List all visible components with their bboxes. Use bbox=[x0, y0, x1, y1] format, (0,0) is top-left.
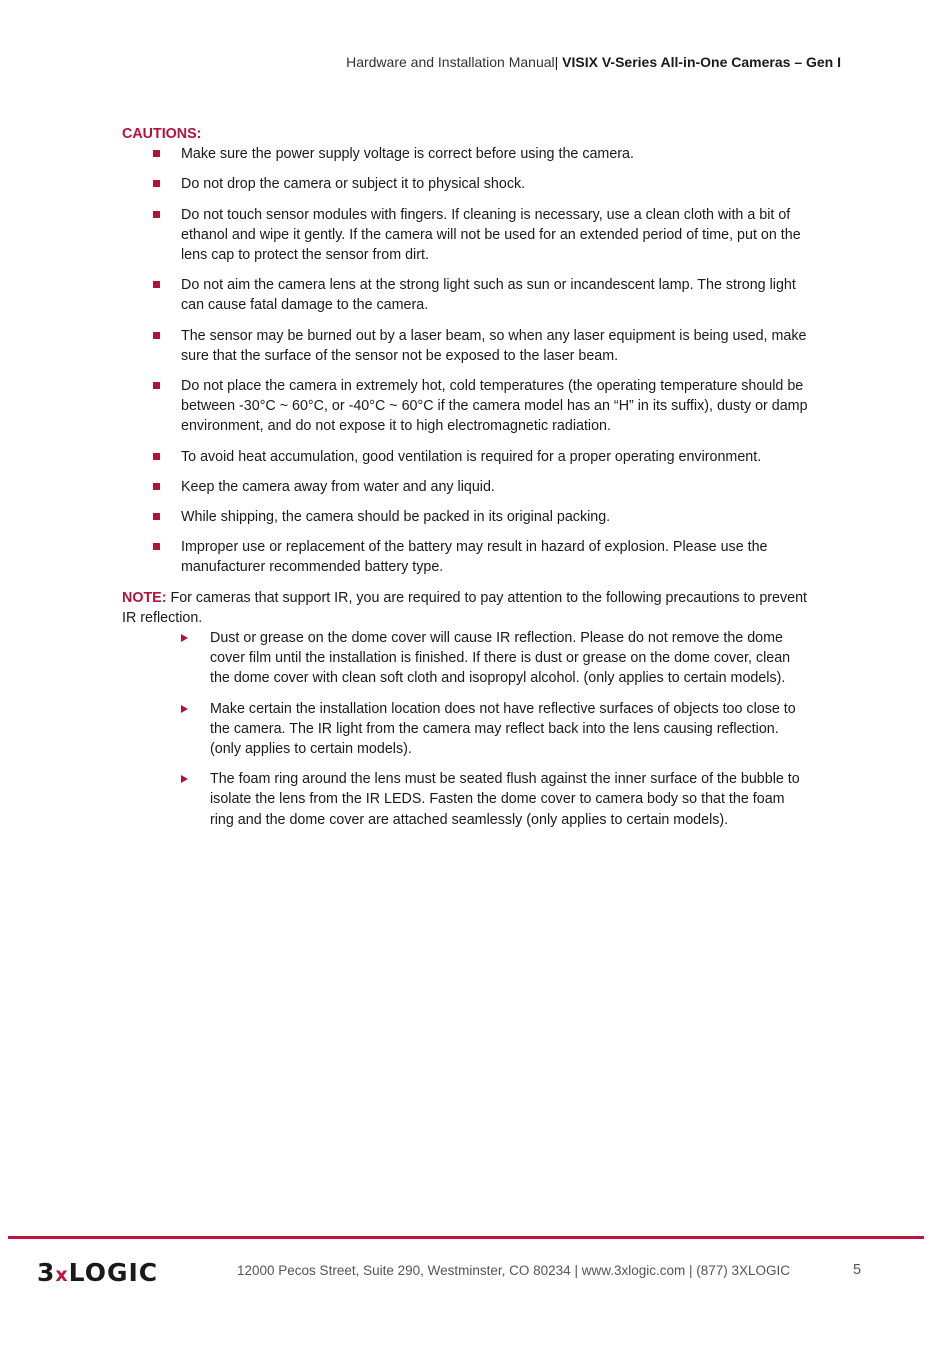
caution-text: Do not place the camera in extremely hot, cold temperatures (the operating temperature should be between -30°C ~ 60°C, or -40°C ~ 60°C if the camera model has an “H” in its suffix), dusty or damp environment, and do not expose it to high electromagnetic radiation. bbox=[181, 378, 808, 435]
product-title: VISIX V-Series All-in-One Cameras – Gen I bbox=[558, 54, 841, 70]
caution-item bbox=[122, 477, 812, 497]
header-separator: | bbox=[554, 54, 559, 70]
note-item bbox=[122, 699, 812, 760]
square-bullet-icon bbox=[153, 543, 160, 550]
triangle-bullet-icon bbox=[181, 634, 188, 642]
square-bullet-icon bbox=[153, 483, 160, 490]
page-number: 5 bbox=[853, 1262, 862, 1278]
caution-item bbox=[122, 144, 812, 164]
footer-address: 12000 Pecos Street, Suite 290, Westminster, CO 80234 | www.3xlogic.com | (877) 3XLOGIC bbox=[237, 1263, 791, 1278]
caution-item bbox=[122, 447, 812, 467]
logo-part-3: 3 bbox=[37, 1258, 56, 1287]
caution-text: The sensor may be burned out by a laser beam, so when any laser equipment is being used, make sure that the surface of the sensor not be exposed to the laser beam. bbox=[181, 327, 807, 364]
caution-item bbox=[122, 326, 812, 366]
note-item bbox=[122, 769, 812, 830]
square-bullet-icon bbox=[153, 150, 160, 157]
caution-item bbox=[122, 537, 812, 577]
footer-divider bbox=[8, 1236, 924, 1239]
company-logo bbox=[37, 1258, 158, 1287]
caution-item bbox=[122, 507, 812, 527]
triangle-bullet-icon bbox=[181, 705, 188, 713]
caution-text: Improper use or replacement of the battery may result in hazard of explosion. Please use the manufacturer recommended battery type. bbox=[181, 539, 768, 576]
manual-title: Hardware and Installation Manual bbox=[346, 54, 555, 70]
note-text: For cameras that support IR, you are required to pay attention to the following precautions to prevent IR reflection. bbox=[122, 589, 808, 626]
caution-text: While shipping, the camera should be packed in its original packing. bbox=[181, 509, 611, 526]
note-paragraph bbox=[122, 588, 812, 628]
cautions-list bbox=[122, 144, 812, 577]
caution-item bbox=[122, 174, 812, 194]
page-header bbox=[346, 54, 841, 70]
note-item bbox=[122, 628, 812, 689]
square-bullet-icon bbox=[153, 513, 160, 520]
square-bullet-icon bbox=[153, 332, 160, 339]
caution-text: Do not touch sensor modules with fingers. If cleaning is necessary, use a clean cloth with a bit of ethanol and wipe it gently. If the camera will not be used for an extended period of time, put on the lens cap to protect the sensor from dirt. bbox=[181, 206, 801, 264]
caution-item bbox=[122, 275, 812, 315]
note-item-text: Dust or grease on the dome cover will cause IR reflection. Please do not remove the dome cover film until the installation is finished. If there is dust or grease on the dome cover, clean the dome cover with clean soft cloth and isopropyl alcohol. (only applies to certain models). bbox=[210, 630, 791, 687]
caution-text: Make sure the power supply voltage is correct before using the camera. bbox=[181, 146, 634, 163]
caution-text: To avoid heat accumulation, good ventilation is required for a proper operating environment. bbox=[181, 448, 762, 465]
square-bullet-icon bbox=[153, 281, 160, 288]
cautions-heading: CAUTIONS: bbox=[122, 126, 202, 142]
caution-item bbox=[122, 205, 812, 266]
note-list bbox=[122, 628, 812, 830]
square-bullet-icon bbox=[153, 453, 160, 460]
note-item-text: Make certain the installation location does not have reflective surfaces of objects too close to the camera. The IR light from the camera may reflect back into the lens causing reflection. (only applies to certain models). bbox=[210, 700, 796, 758]
square-bullet-icon bbox=[153, 382, 160, 389]
triangle-bullet-icon bbox=[181, 775, 188, 783]
square-bullet-icon bbox=[153, 211, 160, 218]
note-item-text: The foam ring around the lens must be seated flush against the inner surface of the bubble to isolate the lens from the IR LEDS. Fasten the dome cover to camera body so that the foam ring and the dome cover are attached seamlessly (only applies to certain models). bbox=[210, 771, 800, 828]
logo-part-x: x bbox=[55, 1264, 69, 1286]
logo-part-logic: LOGIC bbox=[68, 1258, 159, 1287]
caution-item bbox=[122, 376, 812, 437]
note-label: NOTE: bbox=[122, 589, 167, 606]
page-content bbox=[122, 124, 812, 840]
caution-text: Do not drop the camera or subject it to physical shock. bbox=[181, 176, 526, 193]
caution-text: Do not aim the camera lens at the strong light such as sun or incandescent lamp. The strong light can cause fatal damage to the camera. bbox=[181, 277, 796, 314]
caution-text: Keep the camera away from water and any liquid. bbox=[181, 478, 495, 495]
square-bullet-icon bbox=[153, 180, 160, 187]
